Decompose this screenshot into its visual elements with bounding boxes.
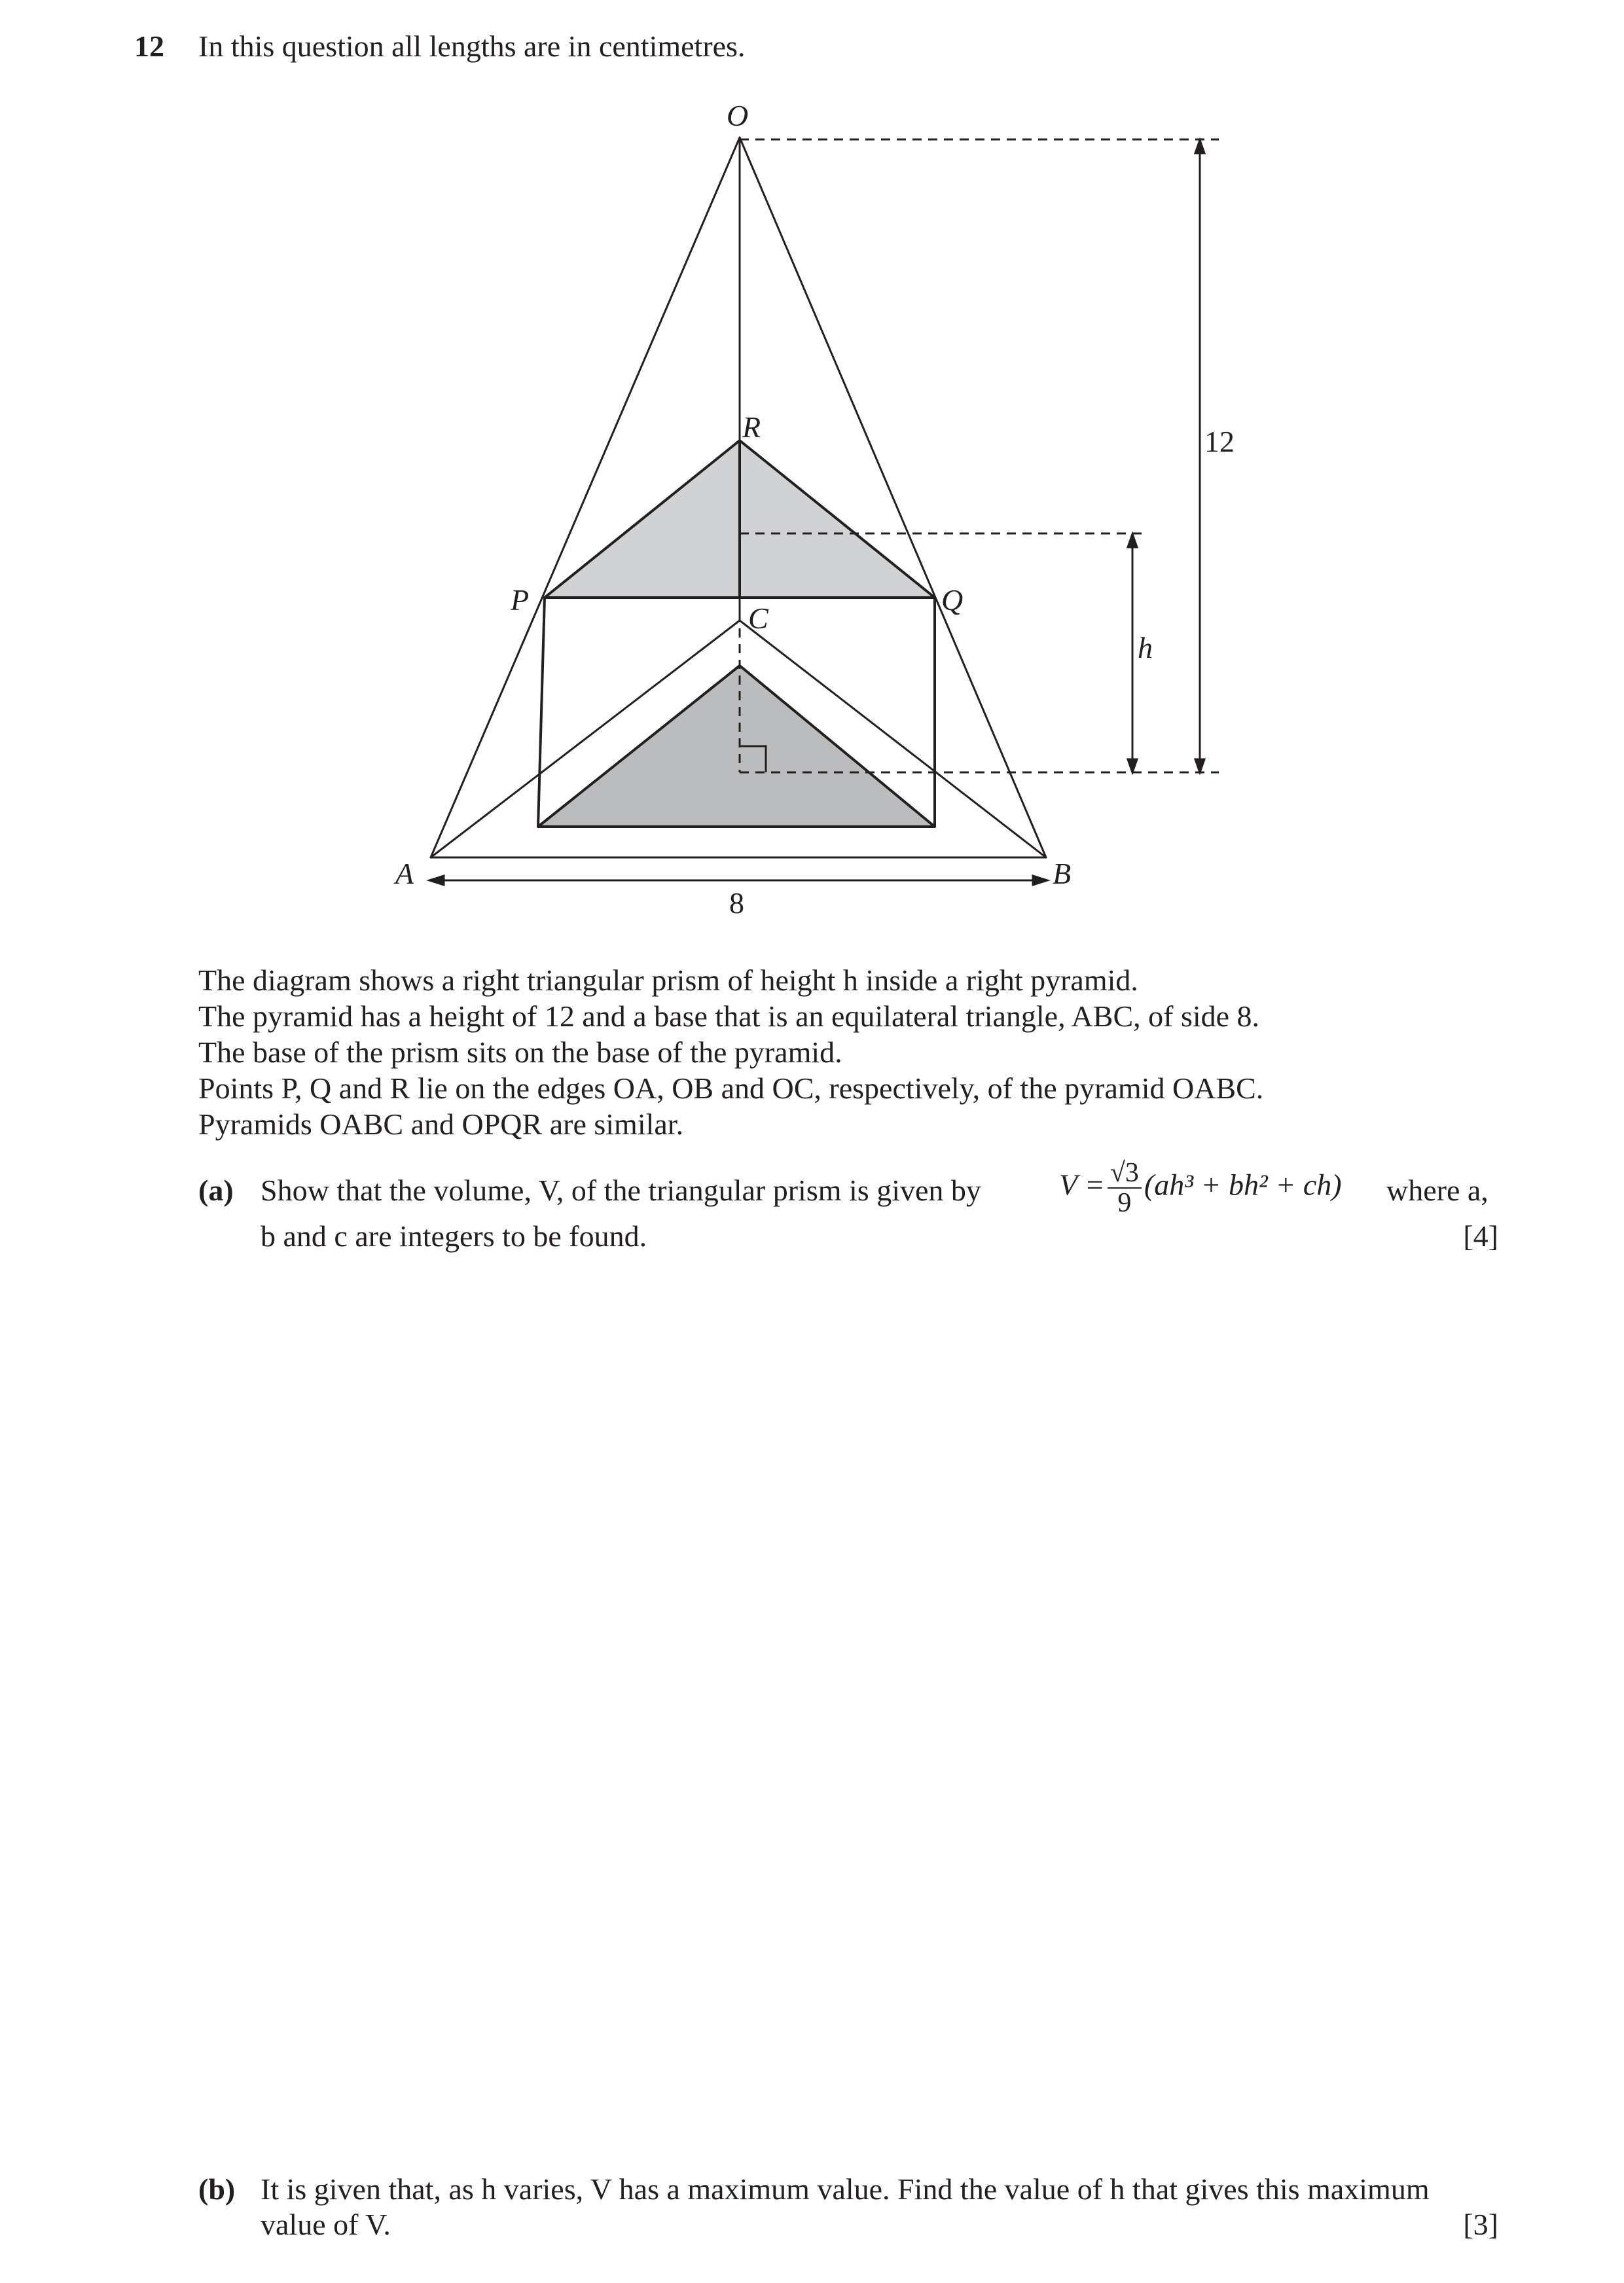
prism-base-face xyxy=(538,666,935,827)
volume-formula xyxy=(1059,1159,1342,1217)
label-base-8: 8 xyxy=(729,886,744,920)
part-b-text-2: value of V. xyxy=(261,2208,391,2241)
description-line-1: The diagram shows a right triangular prism of height h inside a right pyramid. xyxy=(198,963,1138,997)
label-B: B xyxy=(1053,857,1072,890)
question-number: 12 xyxy=(134,29,164,63)
label-R: R xyxy=(742,410,761,444)
part-b-text-1: It is given that, as h varies, V has a maximum value. Find the value of h that gives this maximum xyxy=(261,2172,1430,2206)
fraction-numerator: √3 xyxy=(1108,1159,1142,1189)
label-Q: Q xyxy=(941,583,964,617)
label-P: P xyxy=(511,583,530,617)
part-b-label: (b) xyxy=(198,2172,236,2206)
pyramid-prism-diagram xyxy=(0,0,1624,949)
formula-fraction xyxy=(1108,1159,1142,1217)
part-a-where: where a, xyxy=(1386,1174,1489,1207)
label-A: A xyxy=(395,857,414,890)
description-line-5: Pyramids OABC and OPQR are similar. xyxy=(198,1107,684,1141)
formula-lhs: V = xyxy=(1059,1168,1105,1202)
part-a-text-1: Show that the volume, V, of the triangular prism is given by xyxy=(261,1174,981,1207)
part-a-text-2: b and c are integers to be found. xyxy=(261,1219,647,1253)
part-a-label: (a) xyxy=(198,1174,234,1207)
part-b-marks: [3] xyxy=(1463,2208,1498,2241)
label-height-12: 12 xyxy=(1204,425,1235,458)
description-line-4: Points P, Q and R lie on the edges OA, OB and OC, respectively, of the pyramid OABC. xyxy=(198,1071,1264,1105)
question-intro: In this question all lengths are in centimetres. xyxy=(198,29,746,63)
label-O: O xyxy=(727,99,749,132)
fraction-denominator: 9 xyxy=(1117,1188,1132,1218)
diagram-description xyxy=(198,962,1263,1142)
label-h: h xyxy=(1138,631,1153,664)
label-C: C xyxy=(748,602,768,635)
formula-rhs: (ah³ + bh² + ch) xyxy=(1144,1168,1342,1202)
description-line-3: The base of the prism sits on the base of the pyramid. xyxy=(198,1035,842,1069)
part-a-marks: [4] xyxy=(1463,1219,1498,1253)
description-line-2: The pyramid has a height of 12 and a base that is an equilateral triangle, ABC, of side 8. xyxy=(198,999,1260,1033)
prism-edge-left xyxy=(538,598,545,827)
